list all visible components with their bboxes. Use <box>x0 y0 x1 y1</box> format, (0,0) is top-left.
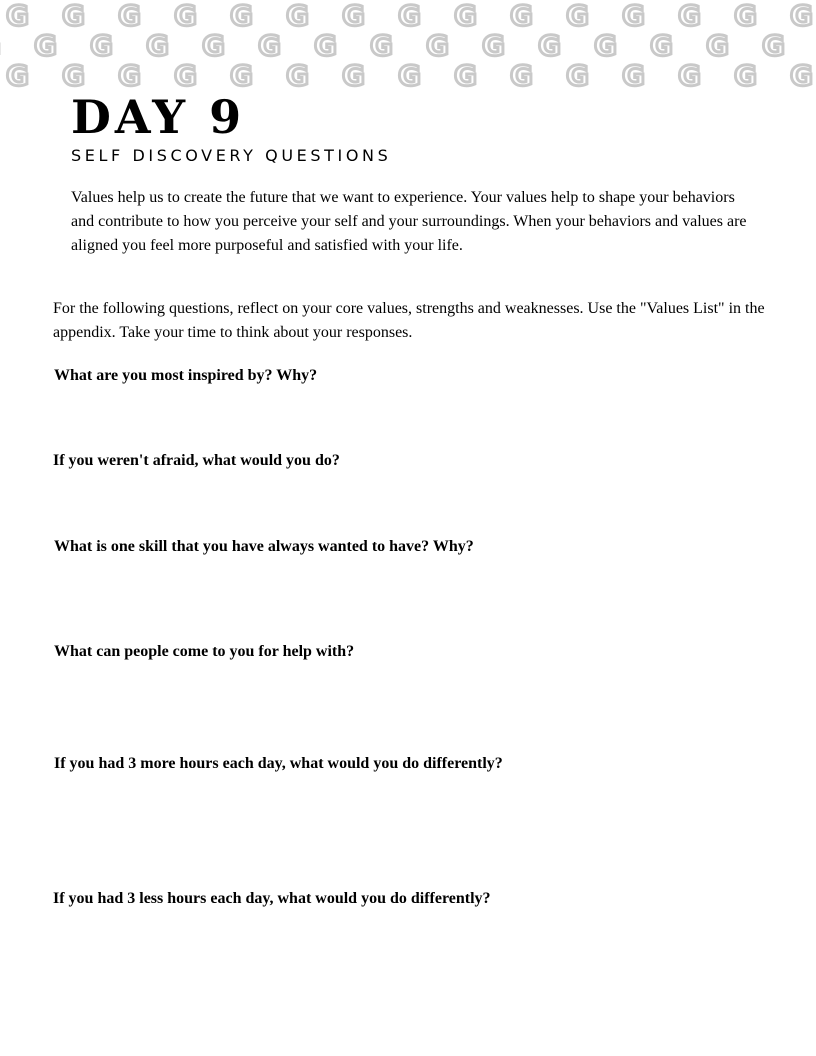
pattern-g-letter: G <box>34 29 57 62</box>
pattern-g-letter: G <box>706 29 729 62</box>
pattern-g-letter: G <box>230 0 253 32</box>
pattern-g-letter: G <box>118 59 141 92</box>
pattern-g-letter: G <box>566 0 589 32</box>
pattern-g-letter: G <box>118 0 141 32</box>
header-pattern-banner <box>0 0 816 91</box>
pattern-g-letter: G <box>202 29 225 62</box>
pattern-g-letter: G <box>510 0 533 32</box>
pattern-g-letter: G <box>510 59 533 92</box>
pattern-g-letter: G <box>426 29 449 62</box>
pattern-g-letter: G <box>342 59 365 92</box>
pattern-g-letter: G <box>454 59 477 92</box>
pattern-g-letter: G <box>258 29 281 62</box>
pattern-g-letter: G <box>678 0 701 32</box>
pattern-g-letter: G <box>538 29 561 62</box>
pattern-g-letter: G <box>482 29 505 62</box>
pattern-g-letter: G <box>62 0 85 32</box>
pattern-g-letter: G <box>398 0 421 32</box>
intro-paragraph: Values help us to create the future that we want to experience. Your values help to shape your behaviors and contribute to how you perceive your self and your surroundings. When your behaviors and values are aligned you feel more purposeful and satisfied with your life. <box>71 189 747 254</box>
pattern-g-letter: G <box>734 0 757 32</box>
question-5: If you had 3 more hours each day, what would you do differently? <box>54 755 503 772</box>
pattern-g-letter: G <box>314 29 337 62</box>
pattern-g-letter: G <box>790 0 813 32</box>
pattern-g-letter: G <box>622 59 645 92</box>
question-4: What can people come to you for help with? <box>54 643 355 660</box>
pattern-g-letter: G <box>146 29 169 62</box>
question-1: What are you most inspired by? Why? <box>54 367 318 384</box>
pattern-g-letter: G <box>6 0 29 32</box>
pattern-g-letter: G <box>62 59 85 92</box>
pattern-g-letter: G <box>566 59 589 92</box>
pattern-g-letter: G <box>174 59 197 92</box>
pattern-g-letter: G <box>286 0 309 32</box>
pattern-g-letter: G <box>398 59 421 92</box>
pattern-g-letter: G <box>370 29 393 62</box>
pattern-g-letter: G <box>678 59 701 92</box>
question-2: If you weren't afraid, what would you do? <box>53 452 340 469</box>
pattern-g-letter: G <box>734 59 757 92</box>
pattern-g-letter: G <box>342 0 365 32</box>
pattern-g-letter: G <box>230 59 253 92</box>
pattern-g-letter: G <box>174 0 197 32</box>
question-6: If you had 3 less hours each day, what would you do differently? <box>53 890 491 907</box>
pattern-g-letter: G <box>6 59 29 92</box>
pattern-g-letter: G <box>90 29 113 62</box>
pattern-g-letter: G <box>790 59 813 92</box>
instructions-paragraph: For the following questions, reflect on your core values, strengths and weaknesses. Use the "Values List" in the appendix. Take your time to think about your responses. <box>53 300 765 341</box>
page-subtitle: SELF DISCOVERY QUESTIONS <box>71 146 392 165</box>
pattern-g-letter <box>0 29 1 62</box>
g-letter-pattern-icon <box>0 0 816 91</box>
pattern-g-letter: G <box>762 29 785 62</box>
question-3: What is one skill that you have always wanted to have? Why? <box>54 538 474 555</box>
pattern-g-letter: G <box>650 29 673 62</box>
pattern-g-letter: G <box>594 29 617 62</box>
pattern-g-letter: G <box>454 0 477 32</box>
pattern-g-letter: G <box>286 59 309 92</box>
page-title: DAY 9 <box>71 90 246 144</box>
pattern-g-letter: G <box>622 0 645 32</box>
